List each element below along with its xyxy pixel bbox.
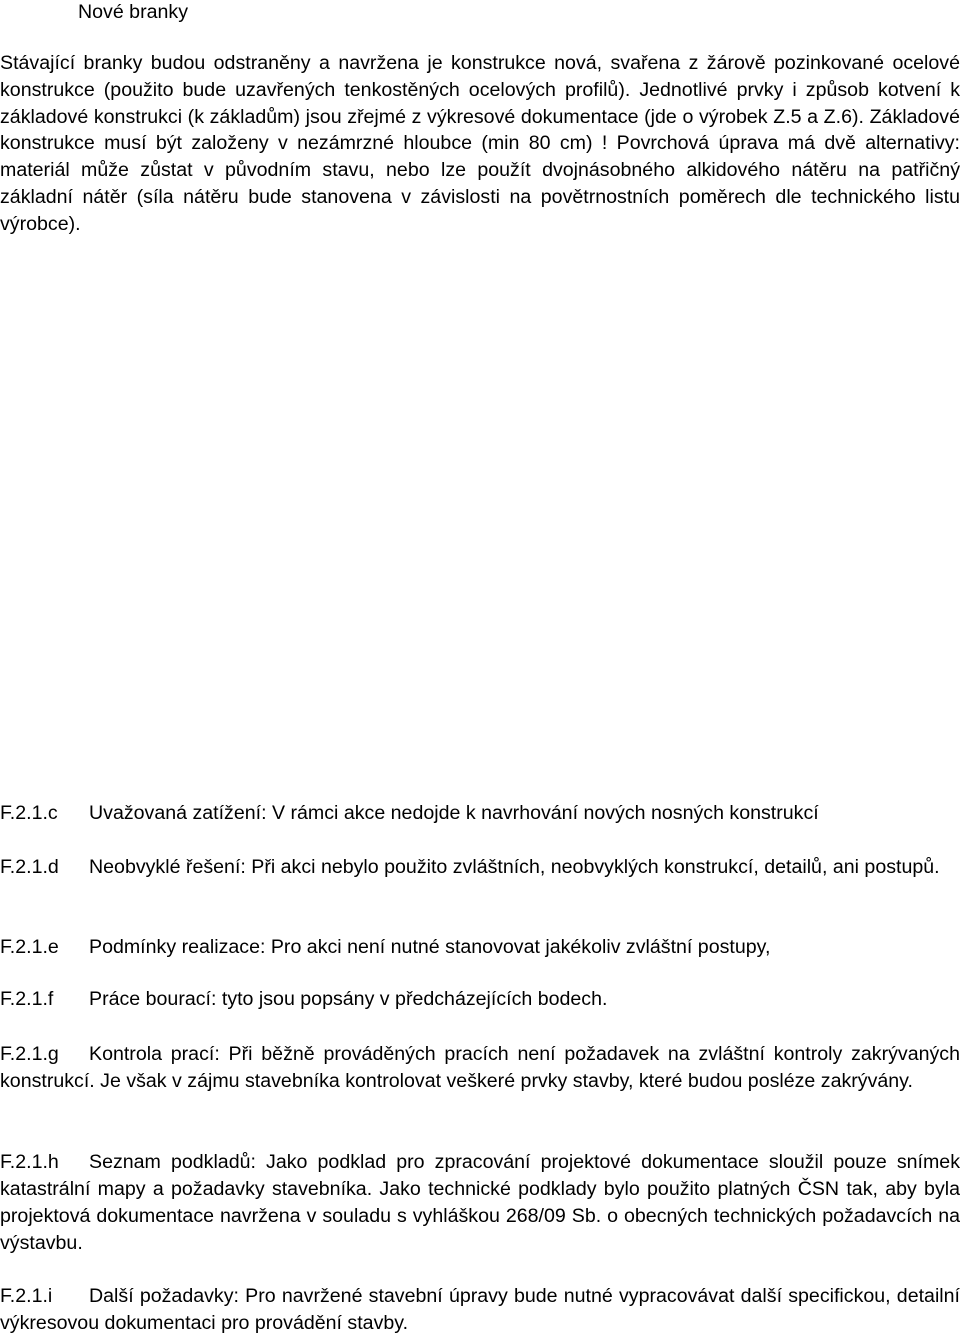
item-code: F.2.1.f	[0, 988, 54, 1010]
item-e	[0, 934, 960, 961]
item-c	[0, 800, 960, 827]
item-h	[0, 1149, 960, 1257]
item-text: Uvažovaná zatížení: V rámci akce nedojde k navrhování nových nosných konstrukcí	[89, 802, 819, 824]
item-d	[0, 854, 960, 881]
item-i	[0, 1283, 960, 1337]
item-text: Neobvyklé řešení: Při akci nebylo použito zvláštních, neobvyklých konstrukcí, detailů, ani postupů.	[89, 856, 940, 878]
item-code: F.2.1.h	[0, 1151, 59, 1173]
item-text: Seznam podkladů: Jako podklad pro zpracování projektové dokumentace sloužil pouze snímek katastrální mapy a požadavky stavebníka. Jako technické podklady bylo použito platných ČSN tak, aby byla projektová dokumentace navržena v souladu s vyhláškou 268/09 Sb. o obecných technických požadavcích na výstavbu.	[0, 1151, 960, 1254]
item-code: F.2.1.d	[0, 856, 59, 878]
item-text: Další požadavky: Pro navržené stavební úpravy bude nutné vypracovávat další specifickou, detailní výkresovou dokumentaci pro provádění stavby.	[0, 1285, 960, 1334]
item-code: F.2.1.g	[0, 1043, 59, 1065]
item-text: Práce bourací: tyto jsou popsány v předcházejících bodech.	[89, 988, 608, 1010]
item-code: F.2.1.c	[0, 802, 58, 824]
section-heading: Nové branky	[78, 1, 188, 23]
item-code: F.2.1.i	[0, 1285, 53, 1307]
item-g	[0, 1041, 960, 1095]
item-code: F.2.1.e	[0, 936, 59, 958]
item-text: Podmínky realizace: Pro akci není nutné stanovovat jakékoliv zvláštní postupy,	[89, 936, 771, 958]
item-f	[0, 986, 960, 1013]
item-text: Kontrola prací: Při běžně prováděných pracích není požadavek na zvláštní kontroly zakrývaných konstrukcí. Je však v zájmu stavebníka kontrolovat veškeré prvky stavby, které budou posléze zakrývány.	[0, 1043, 960, 1092]
intro-paragraph: Stávající branky budou odstraněny a navržena je konstrukce nová, svařena z žárově pozinkované ocelové konstrukce (použito bude uzavřených tenkostěných ocelových profilů). Jednotlivé prvky i způsob kotvení k základové konstrukci (k základům) jsou zřejmé z výkresové dokumentace (jde o výrobek Z.5 a Z.6). Základové konstrukce musí být založeny v nezámrzné hloubce (min 80 cm) ! Povrchová úprava má dvě alternativy: materiál může zůstat v původním stavu, nebo lze použít dvojnásobného alkidového nátěru na patřičný základní nátěr (síla nátěru bude stanovena v závislosti na povětrnostních poměrech dle technického listu výrobce).	[0, 52, 960, 235]
